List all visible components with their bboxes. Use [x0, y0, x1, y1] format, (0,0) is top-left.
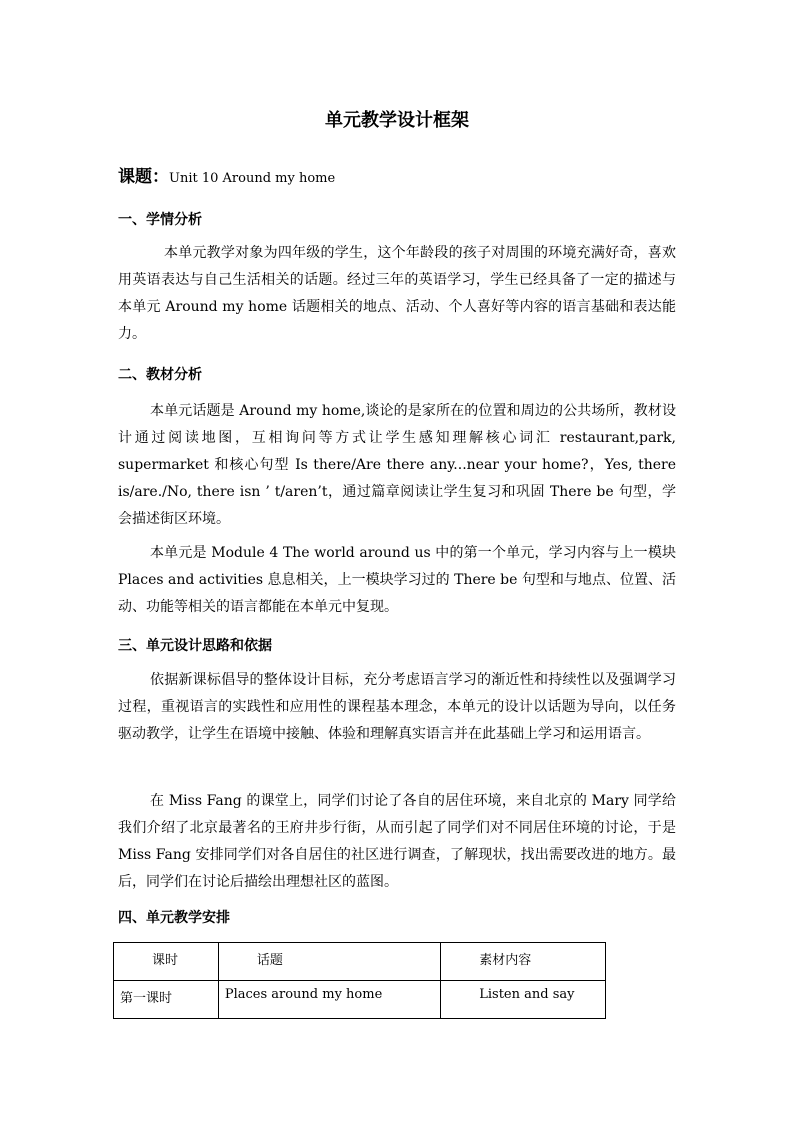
table-row: [114, 981, 606, 1019]
topic-label: 课题：: [118, 167, 169, 187]
table-header-row: [114, 943, 606, 981]
paragraph-material-analysis-1: 本单元话题是 Around my home,谈论的是家所在的位置和周边的公共场所，教材设计通过阅读地图，互相询问等方式让学生感知理解核心词汇 restaurant,park, supermarket 和核心句型 Is there/Are there any...near your home?，Yes, there is/are./No, there isn ’ t/aren’t，通过篇章阅读让学生复习和巩固 There be 句型，学会描述街区环境。: [118, 403, 676, 527]
table-header-cell: 话题: [218, 943, 440, 981]
topic-value: Unit 10 Around my home: [169, 171, 336, 186]
table-cell: Places around my home: [218, 981, 440, 1019]
table-header-cell: 素材内容: [441, 943, 606, 981]
table-header-cell: 课时: [114, 943, 219, 981]
section-heading-unit-schedule: 四、单元教学安排: [118, 910, 230, 926]
paragraph-design-rationale-1: 依据新课标倡导的整体设计目标，充分考虑语言学习的渐近性和持续性以及强调学习过程，重视语言的实践性和应用性的课程基本理念，本单元的设计以话题为导向，以任务驱动教学，让学生在语境中接触、体验和理解真实语言并在此基础上学习和运用语言。: [118, 672, 676, 742]
section-heading-material-analysis: 二、教材分析: [118, 367, 202, 383]
section-heading-learner-analysis: 一、学情分析: [118, 212, 202, 228]
topic-line: [118, 162, 335, 187]
table-cell: 第一课时: [114, 981, 219, 1019]
table-cell: Listen and say: [441, 981, 606, 1019]
unit-schedule-table: [113, 942, 606, 1019]
document-title: 单元教学设计框架: [325, 110, 469, 131]
section-heading-design-rationale: 三、单元设计思路和依据: [118, 638, 272, 654]
paragraph-material-analysis-2: 本单元是 Module 4 The world around us 中的第一个单元，学习内容与上一模块 Places and activities 息息相关，上一模块学习过的 There be 句型和与地点、位置、活动、功能等相关的语言都能在本单元中复现。: [118, 545, 676, 615]
paragraph-design-rationale-2: 在 Miss Fang 的课堂上，同学们讨论了各自的居住环境，来自北京的 Mary 同学给我们介绍了北京最著名的王府井步行街，从而引起了同学们对不同居住环境的讨论，于是 Miss Fang 安排同学们对各自居住的社区进行调查，了解现状，找出需要改进的地方。最后，同学们在讨论后描绘出理想社区的蓝图。: [118, 793, 676, 890]
paragraph-learner-analysis: 本单元教学对象为四年级的学生，这个年龄段的孩子对周围的环境充满好奇，喜欢用英语表达与自己生活相关的话题。经过三年的英语学习，学生已经具备了一定的描述与本单元 Around my home 话题相关的地点、活动、个人喜好等内容的语言基础和表达能力。: [118, 245, 676, 342]
